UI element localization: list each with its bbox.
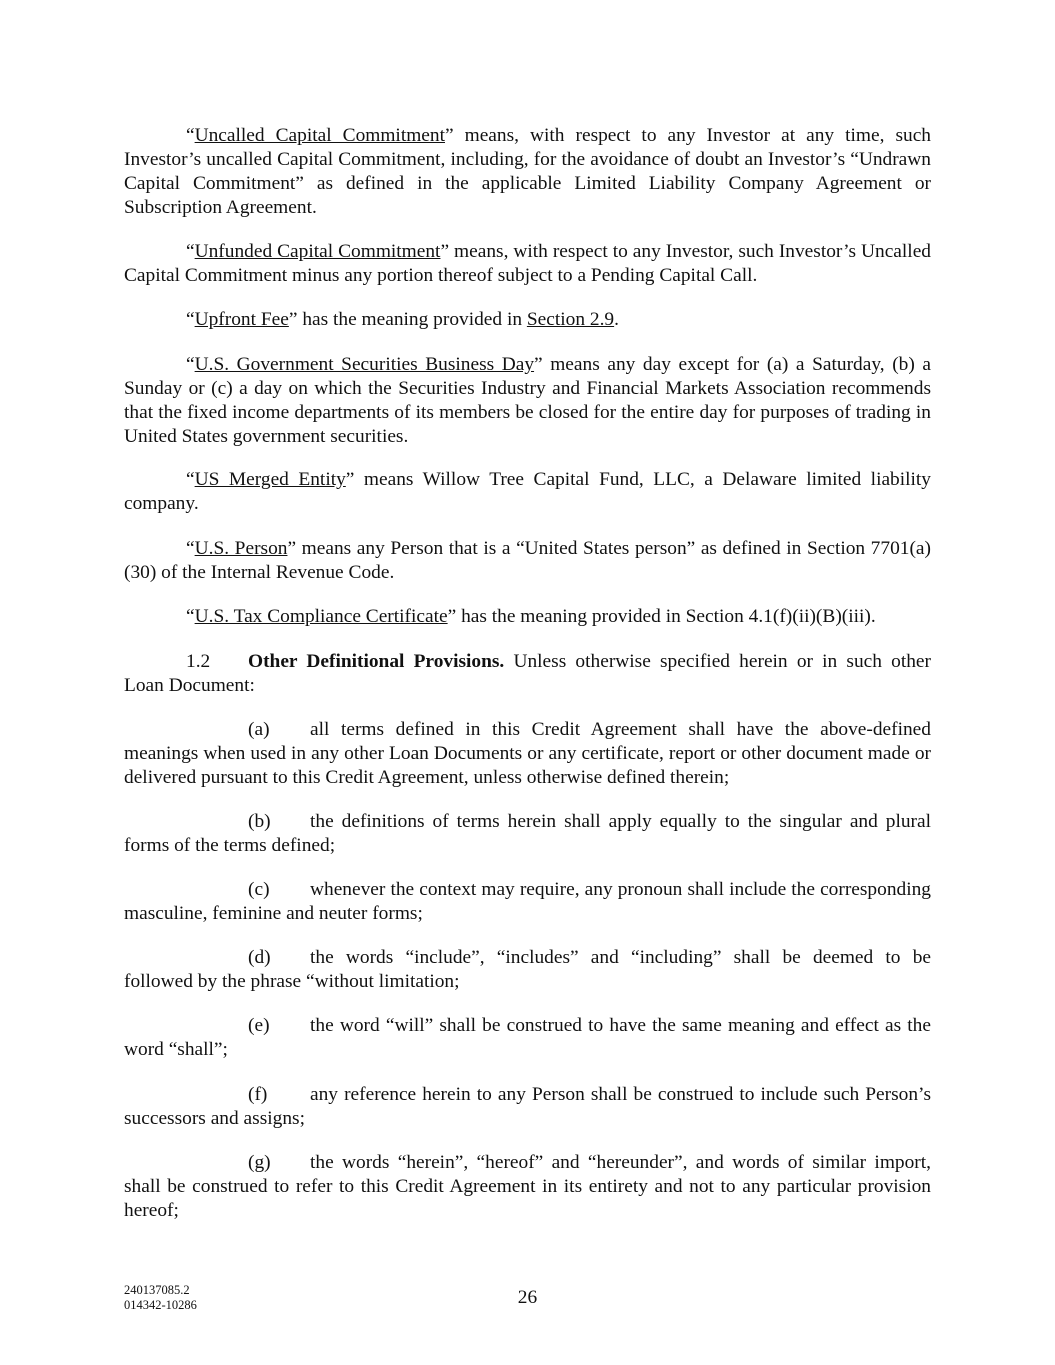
item-text: any reference herein to any Person shall be construed to include such Person’s successors and assigns; xyxy=(124,1084,931,1129)
definition-text: ” means, with respect to any Investor, such Investor’s Uncalled Capital Commitment minus any portion thereof subject to a Pending Capital Call. xyxy=(124,241,931,286)
document-id-line-2: 014342-10286 xyxy=(124,1298,197,1312)
definition-uncalled-capital-commitment: “Uncalled Capital Commitment” means, with respect to any Investor at any time, such Investor’s uncalled Capital Commitment, including, for the avoidance of doubt an Investor’s “Undrawn Capital Commitment” as defined in the applicable Limited Liability Company Agreement or Subscription Agreement. xyxy=(124,125,932,218)
item-text: the definitions of terms herein shall apply equally to the singular and plural forms of the terms defined; xyxy=(124,811,931,856)
section-heading: Other Definitional Provisions. xyxy=(248,651,505,672)
provision-item-b xyxy=(124,810,931,858)
item-label: (e) xyxy=(248,1015,270,1036)
defined-term: Upfront Fee xyxy=(194,309,289,330)
provision-item-c xyxy=(124,878,931,926)
section-text: Unless otherwise specified herein or in such other Loan Document: xyxy=(124,651,931,696)
definition-us-government-securities-business-day: “U.S. Government Securities Business Day” means any day except for (a) a Saturday, (b) a Sunday or (c) a day on which the Securities Industry and Financial Markets Association recommends that the fixed income departments of its members be closed for the entire day for purposes of trading in United States government securities. xyxy=(124,354,931,447)
item-label: (d) xyxy=(248,947,271,968)
section-1-2 xyxy=(124,650,931,698)
item-text: all terms defined in this Credit Agreement shall have the above-defined meanings when used in any other Loan Documents or any certificate, report or other document made or delivered pursuant to this Credit Agreement, unless otherwise defined therein; xyxy=(124,719,931,788)
item-text: the word “will” shall be construed to have the same meaning and effect as the word “shall”; xyxy=(124,1015,931,1060)
defined-term: U.S. Person xyxy=(194,538,288,559)
defined-term: Uncalled Capital Commitment xyxy=(194,125,445,146)
definition-text: ” has the meaning provided in Section 4.1(f)(ii)(B)(iii). xyxy=(447,606,876,627)
definition-text: ” means any day except for (a) a Saturday, (b) a Sunday or (c) a day on which the Securities Industry and Financial Markets Association recommends that the fixed income departments of its members be closed for the entire day for purposes of trading in United States government securities. xyxy=(124,354,931,447)
provision-item-g xyxy=(124,1151,931,1223)
definition-text: ” has the meaning provided in xyxy=(288,309,527,330)
defined-term: US Merged Entity xyxy=(194,469,346,490)
item-text: the words “herein”, “hereof” and “hereunder”, and words of similar import, shall be construed to refer to this Credit Agreement in its entirety and not to any particular provision hereof; xyxy=(124,1152,931,1221)
item-label: (f) xyxy=(248,1084,268,1105)
defined-term: U.S. Government Securities Business Day xyxy=(194,354,535,375)
item-label: (g) xyxy=(248,1152,271,1173)
definition-text: ” means any Person that is a “United States person” as defined in Section 7701(a)(30) of the Internal Revenue Code. xyxy=(124,538,931,583)
provision-item-e xyxy=(124,1014,931,1062)
definition-us-merged-entity: “US Merged Entity” means Willow Tree Capital Fund, LLC, a Delaware limited liability company. xyxy=(124,469,931,514)
item-label: (a) xyxy=(248,719,270,740)
item-label: (b) xyxy=(248,811,271,832)
definition-unfunded-capital-commitment: “Unfunded Capital Commitment” means, with respect to any Investor, such Investor’s Uncalled Capital Commitment minus any portion thereof subject to a Pending Capital Call. xyxy=(124,241,931,286)
page-number: 26 xyxy=(517,1287,538,1308)
provision-item-d xyxy=(124,946,931,994)
defined-term: U.S. Tax Compliance Certificate xyxy=(194,606,448,627)
item-text: the words “include”, “includes” and “including” shall be deemed to be followed by the phrase “without limitation; xyxy=(124,947,931,992)
definition-us-person: “U.S. Person” means any Person that is a “United States person” as defined in Section 7701(a)(30) of the Internal Revenue Code. xyxy=(124,538,931,583)
provision-item-a xyxy=(124,718,931,790)
definition-us-tax-compliance-certificate: “U.S. Tax Compliance Certificate” has the meaning provided in Section 4.1(f)(ii)(B)(iii). xyxy=(186,606,876,627)
definition-text: ” means, with respect to any Investor at any time, such Investor’s uncalled Capital Commitment, including, for the avoidance of doubt an Investor’s “Undrawn Capital Commitment” as defined in the applicable Limited Liability Company Agreement or Subscription Agreement. xyxy=(124,125,932,218)
item-text: whenever the context may require, any pronoun shall include the corresponding masculine, feminine and neuter forms; xyxy=(124,879,931,924)
definition-text: ” means Willow Tree Capital Fund, LLC, a Delaware limited liability company. xyxy=(124,469,931,514)
provision-item-f xyxy=(124,1083,931,1131)
section-number: 1.2 xyxy=(186,651,211,672)
item-label: (c) xyxy=(248,879,270,900)
document-id-line-1: 240137085.2 xyxy=(124,1283,190,1297)
section-reference: Section 2.9 xyxy=(526,309,615,330)
defined-term: Unfunded Capital Commitment xyxy=(194,241,441,262)
definition-upfront-fee: “Upfront Fee” has the meaning provided in Section 2.9. xyxy=(186,309,619,330)
